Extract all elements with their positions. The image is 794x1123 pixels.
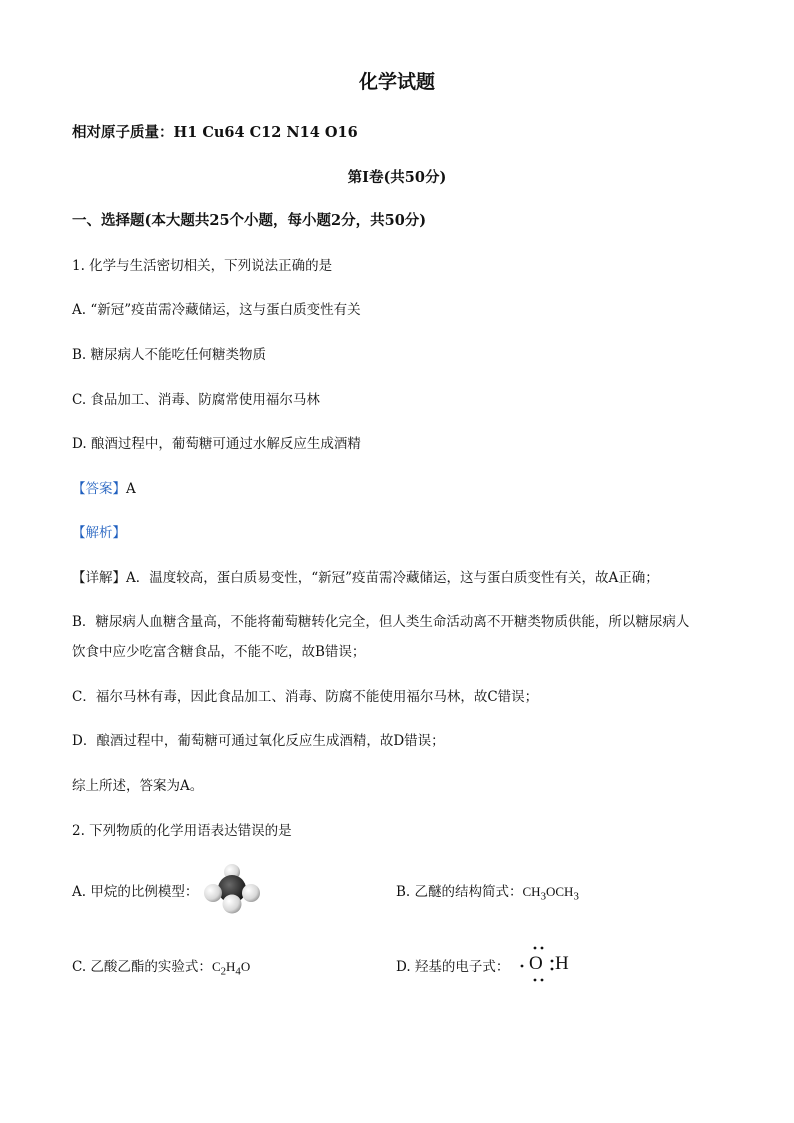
summary: 综上所述，答案为A。 bbox=[72, 778, 204, 794]
analysis-tag: 【解析】 bbox=[72, 525, 126, 541]
hydrogen-atom-right bbox=[242, 884, 260, 902]
detail-d: D．酿酒过程中，葡萄糖可通过氧化反应生成酒精，故D错误； bbox=[72, 733, 445, 749]
detail-c: C．福尔马林有毒，因此食品加工、消毒、防腐不能使用福尔马林，故C错误； bbox=[72, 689, 539, 705]
section-title: 第Ⅰ卷(共50分) bbox=[347, 169, 447, 186]
detail-b-line-2: 饮食中应少吃富含糖食品，不能不吃，故B错误； bbox=[72, 644, 366, 660]
question-2-stem: 2. 下列物质的化学用语表达错误的是 bbox=[72, 823, 292, 839]
detail-a: A．温度较高，蛋白质易变性，“新冠”疫苗需冷藏储运，这与蛋白质变性有关，故A正确； bbox=[126, 570, 659, 586]
question-1-stem: 1. 化学与生活密切相关，下列说法正确的是 bbox=[72, 258, 333, 274]
question-2-option-b bbox=[396, 883, 579, 906]
question-1-option-a: A. “新冠”疫苗需冷藏储运，这与蛋白质变性有关 bbox=[72, 302, 361, 318]
oxygen-symbol: O bbox=[529, 953, 543, 974]
detail-b-line-1: B．糖尿病人血糖含量高，不能将葡萄糖转化完全，但人类生命活动离不开糖类物质供能，所以糖尿病人 bbox=[72, 614, 690, 630]
question-2-option-c bbox=[72, 958, 250, 981]
question-1-option-d: D. 酿酒过程中，葡萄糖可通过水解反应生成酒精 bbox=[72, 436, 361, 452]
option-a-label: A. 甲烷的比例模型： bbox=[72, 884, 199, 900]
detail-tag: 【详解】 bbox=[72, 570, 126, 586]
question-1-option-b: B. 糖尿病人不能吃任何糖类物质 bbox=[72, 347, 267, 363]
page-title: 化学试题 bbox=[358, 71, 435, 93]
hydrogen-atom-front bbox=[223, 895, 242, 914]
methane-model-image bbox=[204, 864, 260, 914]
ester-formula: $C_2H_4O$ bbox=[211, 959, 251, 978]
ether-formula: $CH_3OCH_3$ bbox=[522, 884, 579, 903]
question-2-option-d bbox=[396, 958, 509, 976]
detail-a-line bbox=[72, 569, 659, 587]
answer-tag: 【答案】 bbox=[72, 481, 126, 497]
hydrogen-atom-left bbox=[204, 884, 222, 902]
atomic-masses: 相对原子质量：H1 Cu64 C12 N14 O16 bbox=[72, 124, 358, 141]
answer-line bbox=[72, 480, 136, 498]
hydroxyl-electron-formula bbox=[516, 944, 576, 984]
answer-value: A bbox=[126, 481, 136, 497]
part-heading: 一、选择题(本大题共25个小题，每小题2分，共50分) bbox=[72, 212, 427, 229]
option-c-label: C. 乙酸乙酯的实验式： bbox=[72, 959, 212, 975]
question-1-option-c: C. 食品加工、消毒、防腐常使用福尔马林 bbox=[72, 392, 320, 408]
option-b-label: B. 乙醚的结构简式： bbox=[396, 884, 523, 900]
hydrogen-symbol: H bbox=[555, 953, 569, 974]
question-2-option-a bbox=[72, 883, 198, 901]
option-d-label: D. 羟基的电子式： bbox=[396, 959, 510, 975]
